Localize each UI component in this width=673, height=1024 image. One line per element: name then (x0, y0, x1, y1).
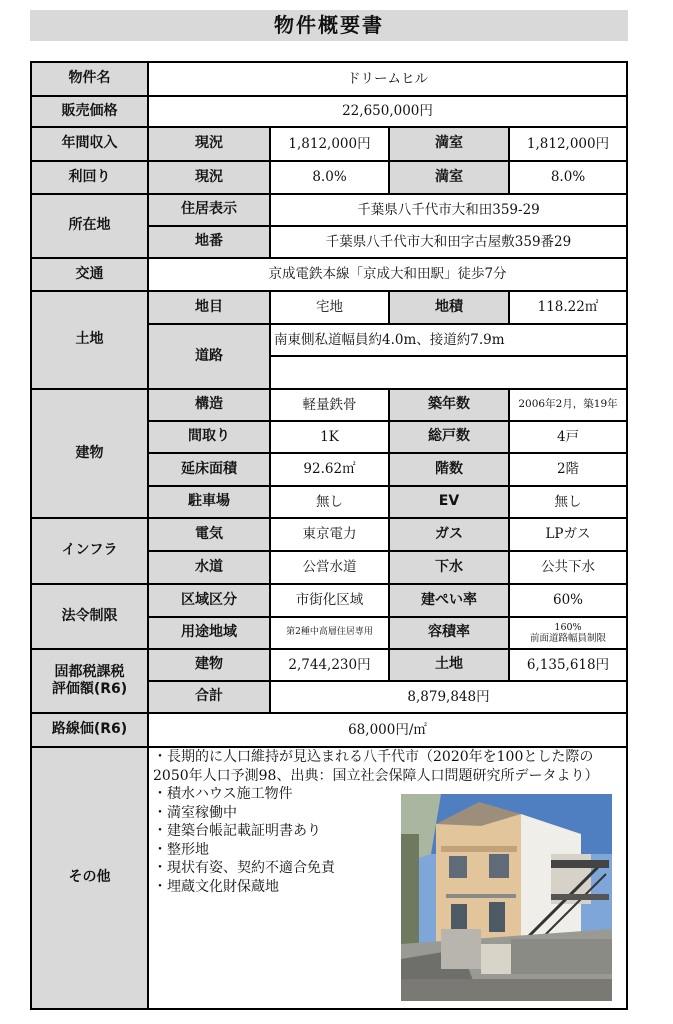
road-value-extra (271, 357, 626, 388)
note-certificate: ・建築台帳記載証明書あり (153, 823, 321, 839)
structure-value: 軽量鉄骨 (271, 390, 388, 420)
electricity-label: 電気 (149, 519, 269, 550)
note-occupancy: ・満室稼働中 (153, 804, 237, 821)
land-area-value: 118.22㎡ (510, 292, 626, 323)
tax-land-value: 6,135,618円 (510, 650, 626, 680)
building-age-label: 築年数 (390, 390, 508, 420)
floor-plan-label: 間取り (149, 422, 269, 452)
legal-restrictions-label: 法令制限 (32, 585, 147, 648)
income-current-value: 1,812,000円 (271, 128, 388, 160)
building-coverage-label: 建ぺい率 (390, 585, 508, 616)
note-population: ・長期的に人口維持が見込まれる八千代市（2020年を100とした際の2050年人口予測98、出典：国立社会保障人口問題研究所データより） (153, 749, 599, 784)
floor-area-ratio-value: 160% (554, 621, 582, 633)
income-full-label: 満室 (390, 128, 508, 160)
land-area-label: 地積 (390, 292, 508, 323)
building-label: 建物 (32, 390, 147, 517)
zone-class-value: 市街化区域 (271, 585, 388, 616)
floor-area-value: 92.62㎡ (271, 454, 388, 485)
floors-value: 2階 (510, 454, 626, 485)
note-builder: ・積水ハウス施工物件 (153, 786, 293, 802)
income-current-label: 現況 (149, 128, 269, 160)
income-full-value: 1,812,000円 (510, 128, 626, 160)
sewer-value: 公共下水 (510, 552, 626, 583)
route-price-label: 路線価(R6) (32, 714, 147, 746)
sewer-label: 下水 (390, 552, 508, 583)
total-units-value: 4戸 (510, 422, 626, 452)
price-value: 22,650,000円 (149, 97, 626, 126)
transport-label: 交通 (32, 259, 147, 290)
elevator-label: EV (390, 487, 508, 517)
zone-class-label: 区域区分 (149, 585, 269, 616)
tax-building-label: 建物 (149, 650, 269, 680)
parking-value: 無し (271, 487, 388, 517)
electricity-value: 東京電力 (271, 519, 388, 550)
note-lot-shape: ・整形地 (153, 841, 209, 858)
elevator-value: 無し (510, 487, 626, 517)
use-district-value: 第2種中高層住居専用 (271, 618, 388, 648)
note-cultural-property: ・埋蔵文化財保蔵地 (153, 878, 279, 895)
address-label: 住居表示 (149, 195, 269, 225)
land-category-label: 地目 (149, 292, 269, 323)
address-value: 千葉県八千代市大和田359-29 (271, 195, 626, 225)
floor-plan-value: 1K (271, 422, 388, 452)
tax-assessment-label-line2: 評価額(R6) (51, 681, 128, 697)
building-age-value: 2006年2月，築19年 (510, 390, 626, 420)
floor-area-ratio-label: 容積率 (390, 618, 508, 648)
floor-area-ratio-cell (510, 618, 626, 648)
land-category-value: 宅地 (271, 292, 388, 323)
route-price-value: 68,000円/㎡ (149, 714, 626, 746)
tax-land-label: 土地 (390, 650, 508, 680)
gas-value: LPガス (510, 519, 626, 550)
road-label: 道路 (149, 325, 269, 388)
document-title: 物件概要書 (30, 10, 628, 41)
yield-full-value: 8.0% (510, 162, 626, 193)
parking-label: 駐車場 (149, 487, 269, 517)
water-value: 公営水道 (271, 552, 388, 583)
tax-total-label: 合計 (149, 682, 269, 712)
structure-label: 構造 (149, 390, 269, 420)
yield-current-value: 8.0% (271, 162, 388, 193)
water-label: 水道 (149, 552, 269, 583)
yield-full-label: 満室 (390, 162, 508, 193)
floor-area-label: 延床面積 (149, 454, 269, 485)
tax-total-value: 8,879,848円 (271, 682, 626, 712)
gas-label: ガス (390, 519, 508, 550)
lot-number-value: 千葉県八千代市大和田字古屋敷359番29 (271, 227, 626, 257)
road-value: 南東側私道幅員約4.0m、接道約7.9m (271, 325, 626, 355)
price-label: 販売価格 (32, 97, 147, 126)
property-name-label: 物件名 (32, 63, 147, 95)
infrastructure-label: インフラ (32, 519, 147, 583)
tax-assessment-label-line1: 固都税課税 (54, 663, 125, 680)
total-units-label: 総戸数 (390, 422, 508, 452)
use-district-label: 用途地域 (149, 618, 269, 648)
transport-value: 京成電鉄本線「京成大和田駅」徒歩7分 (149, 259, 626, 290)
other-label: その他 (32, 748, 147, 1008)
yield-current-label: 現況 (149, 162, 269, 193)
lot-number-label: 地番 (149, 227, 269, 257)
floor-area-ratio-note: 前面道路幅員制限 (529, 633, 606, 644)
income-label: 年間収入 (32, 128, 147, 160)
note-as-is: ・現状有姿、契約不適合免責 (153, 860, 335, 876)
tax-assessment-label (32, 650, 147, 712)
building-coverage-value: 60% (510, 585, 626, 616)
tax-building-value: 2,744,230円 (271, 650, 388, 680)
floors-label: 階数 (390, 454, 508, 485)
land-label: 土地 (32, 292, 147, 388)
yield-label: 利回り (32, 162, 147, 193)
location-label: 所在地 (32, 195, 147, 257)
building-photo (401, 794, 612, 1001)
property-name-value: ドリームヒル (149, 63, 626, 95)
